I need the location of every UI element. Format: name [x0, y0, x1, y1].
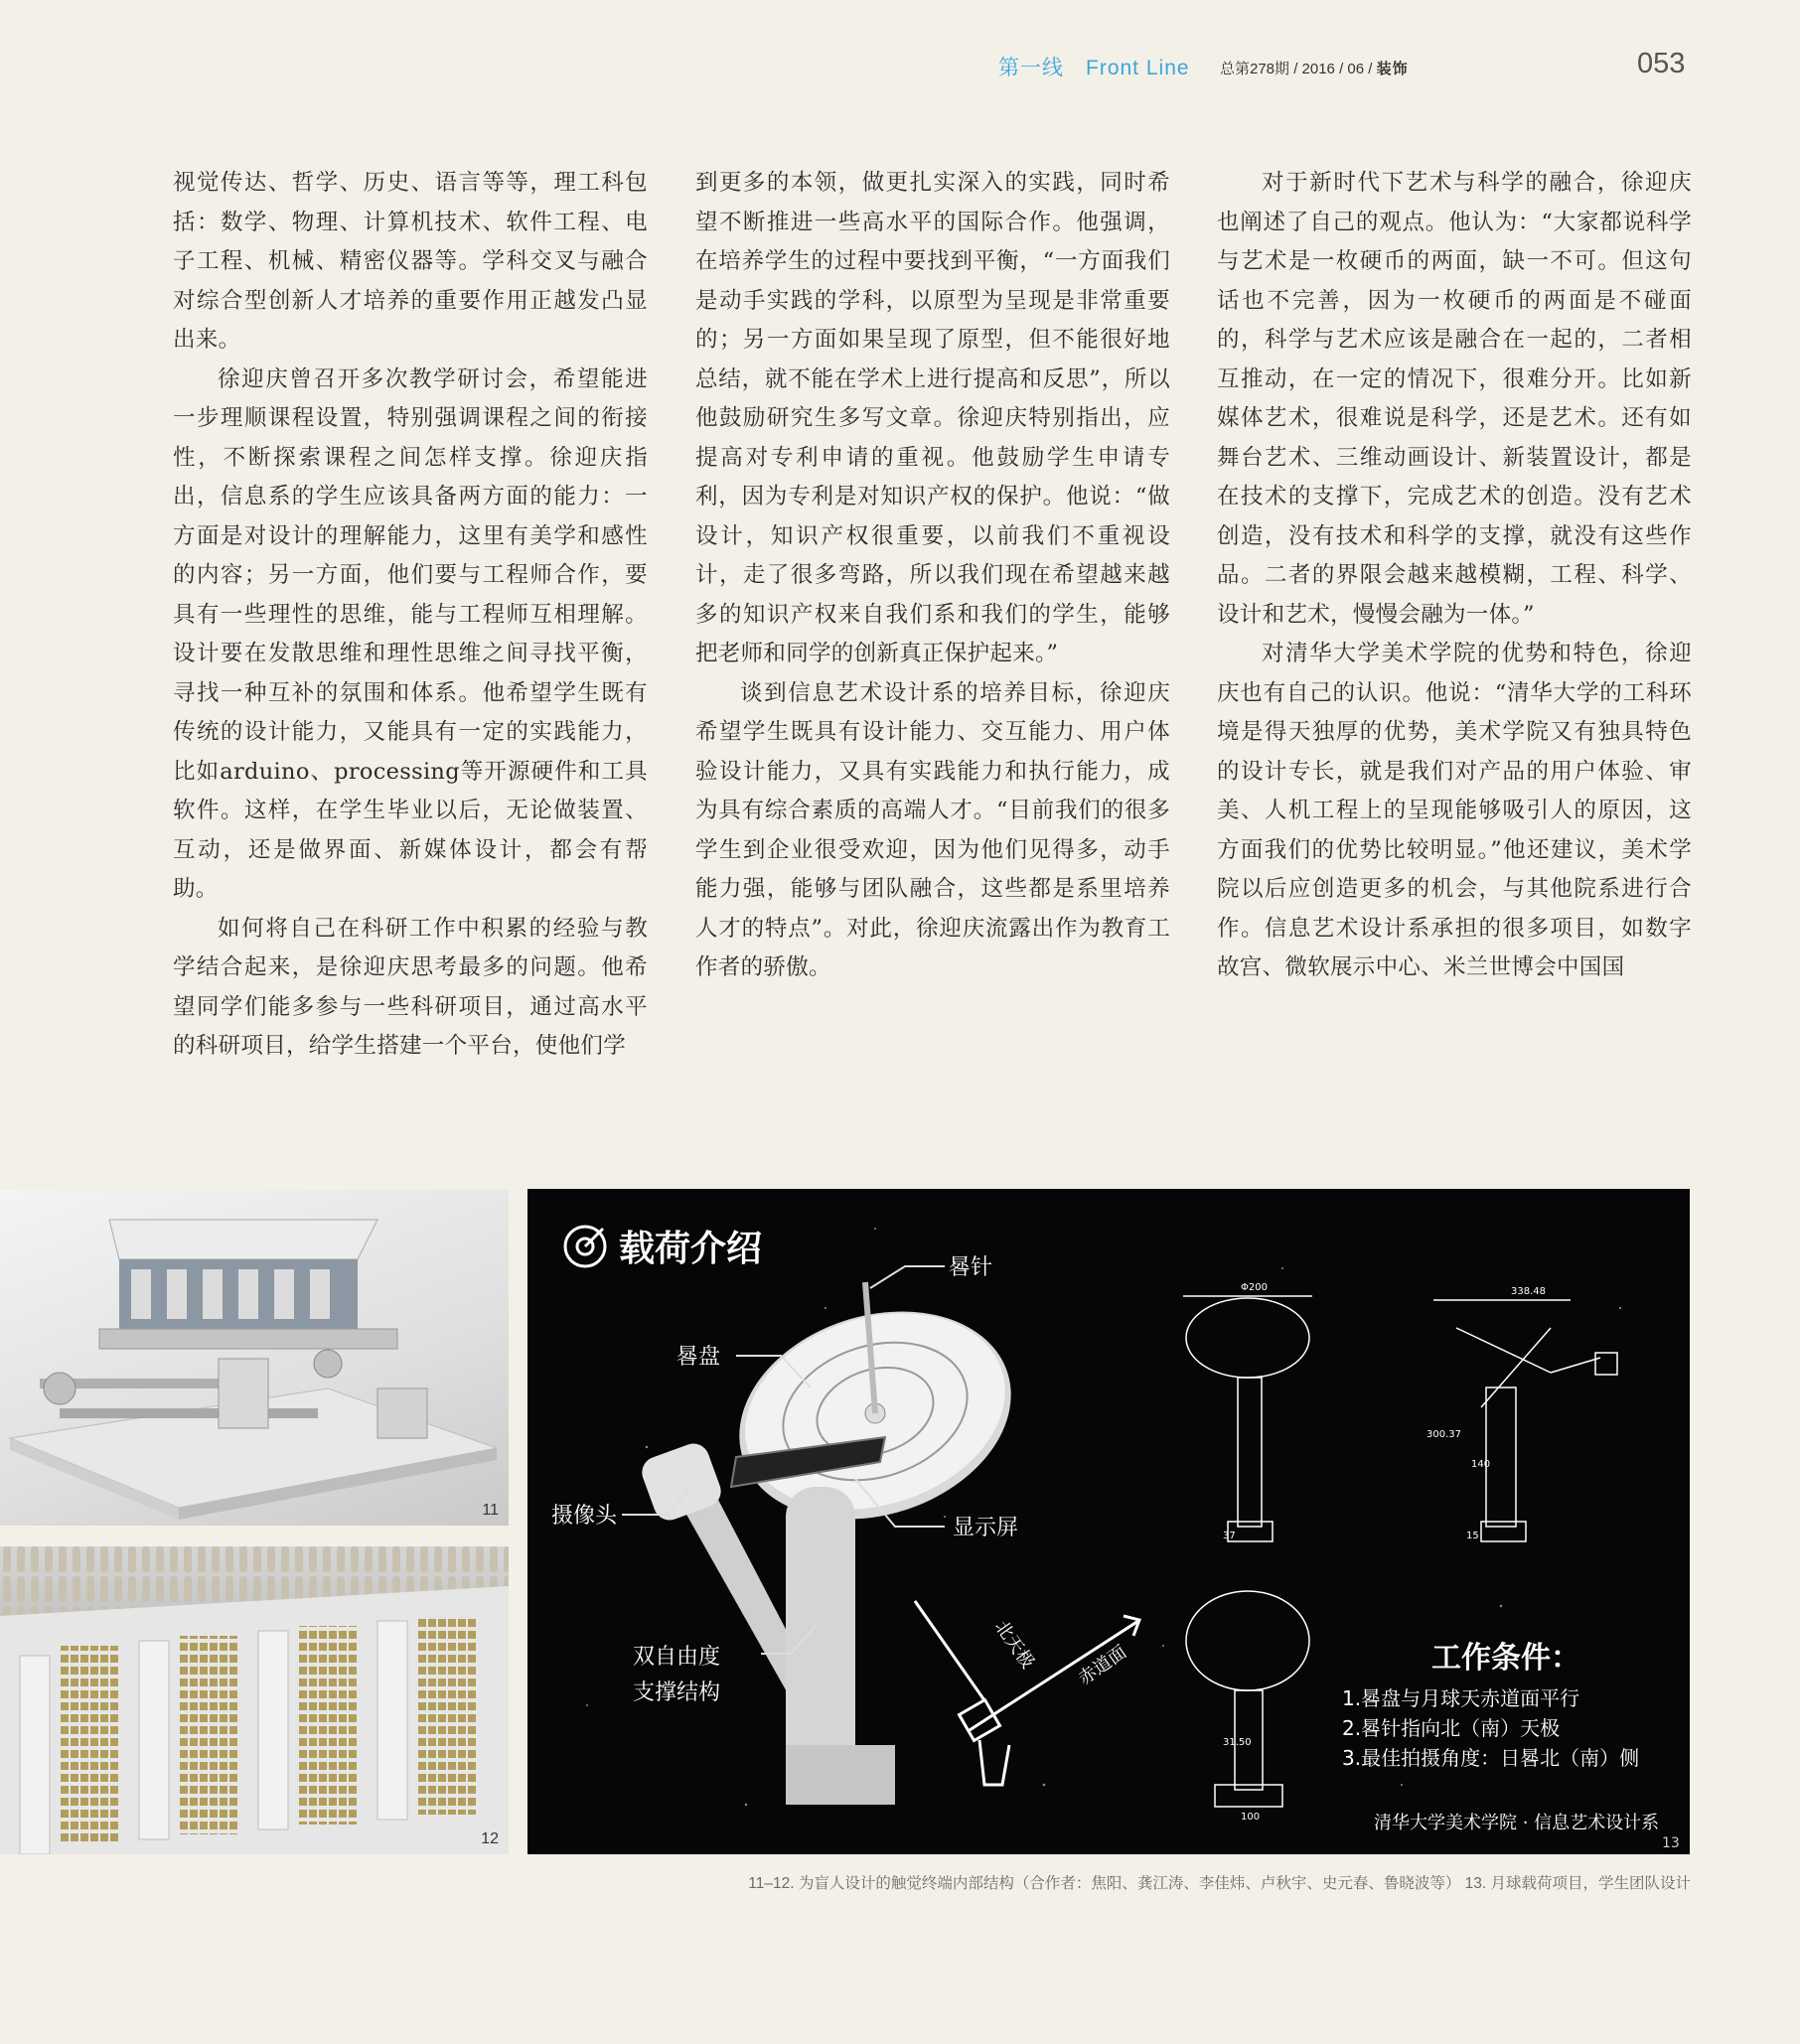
figure-12-pin-array [0, 1546, 509, 1854]
panel-footer: 清华大学美术学院 · 信息艺术设计系 [1374, 1813, 1660, 1833]
paragraph: 如何将自己在科研工作中积累的经验与教学结合起来，是徐迎庆思考最多的问题。他希望同学们能多参与一些科研项目，通过高水平的科研项目，给学生搭建一个平台，使他们学 [173, 915, 648, 1059]
figure-11-tactile-mechanism [0, 1190, 509, 1526]
text-column-3 [1217, 164, 1692, 988]
label-support-2: 支撑结构 [633, 1680, 721, 1705]
section-name-en: Front Line [1086, 57, 1190, 79]
magazine-name: 装饰 [1376, 61, 1409, 77]
mechanism-render [0, 1190, 509, 1526]
sundial-dish [712, 1278, 1038, 1553]
text-column-1 [173, 164, 648, 1067]
section-name-cn: 第一线 [998, 57, 1064, 79]
label-dial: 晷盘 [676, 1345, 721, 1370]
orientation-sketch [915, 1601, 1139, 1785]
condition-item: 3.最佳拍摄角度：日晷北（南）侧 [1342, 1746, 1640, 1770]
dimension-label: 338.48 [1511, 1286, 1546, 1297]
payload-diagram [527, 1189, 1690, 1854]
label-camera: 摄像头 [551, 1504, 618, 1529]
paragraph: 谈到信息艺术设计系的培养目标，徐迎庆希望学生既具有设计能力、交互能力、用户体验设计能力，又具有实践能力和执行能力，成为具有综合素质的高端人才。“目前我们的很多学生到企业很受欢迎，因为他们见得多，动手能力强，能够与团队融合，这些都是系里培养人才的特点”。对此，徐迎庆流露出作为教育工作者的骄傲。 [695, 679, 1170, 980]
text-column-2 [695, 164, 1170, 988]
conditions-title: 工作条件： [1431, 1641, 1580, 1676]
page-number: 053 [1637, 48, 1686, 79]
figure-number: 11 [482, 1502, 499, 1519]
figure-number: 13 [1662, 1835, 1680, 1851]
paragraph: 视觉传达、哲学、历史、语言等等，理工科包括：数学、物理、计算机技术、软件工程、电子工程、机械、精密仪器等。学科交叉与融合对综合型创新人才培养的重要作用正越发凸显出来。 [173, 170, 648, 353]
paragraph: 徐迎庆曾召开多次教学研讨会，希望能进一步理顺课程设置，特别强调课程之间的衔接性，不断探索课程之间怎样支撑。徐迎庆指出，信息系的学生应该具备两方面的能力：一方面是对设计的理解能力，这里有美学和感性的内容；另一方面，他们要与工程师合作，要具有一些理性的思维，能与工程师互相理解。设计要在发散思维和理性思维之间寻找平衡，寻找一种互补的氛围和体系。他希望学生既有传统的设计能力，又能具有一定的实践能力，比如arduino、processing等开源硬件和工具软件。这样，在学生毕业以后，无论做装置、互动，还是做界面、新媒体设计，都会有帮助。 [173, 365, 648, 902]
section-header [998, 52, 1212, 81]
paragraph: 到更多的本领，做更扎实深入的实践，同时希望不断推进一些高水平的国际合作。他强调，在培养学生的过程中要找到平衡，“一方面我们是动手实践的学科，以原型为呈现是非常重要的；另一方面如果呈现了原型，但不能很好地总结，就不能在学术上进行提高和反思”，所以他鼓励研究生多写文章。徐迎庆特别指出，应提高对专利申请的重视。他鼓励学生申请专利，因为专利是对知识产权的保护。他说：“做设计，知识产权很重要，以前我们不重视设计，走了很多弯路，所以我们现在希望越来越多的知识产权来自我们系和我们的学生，能够把老师和同学的创新真正保护起来。” [695, 170, 1170, 666]
dimension-label: Φ200 [1241, 1282, 1268, 1293]
issue-prefix: 总第278期 / 2016 / 06 / [1220, 61, 1373, 77]
paragraph: 对于新时代下艺术与科学的融合，徐迎庆也阐述了自己的观点。他认为：“大家都说科学与艺术是一枚硬币的两面，缺一不可。但这句话也不完善，因为一枚硬币的两面是不碰面的，科学与艺术应该是融合在一起的，二者相互推动，在一定的情况下，很难分开。比如新媒体艺术，很难说是科学，还是艺术。还有如舞台艺术、三维动画设计、新装置设计，都是在技术的支撑下，完成艺术的创造。没有艺术创造，没有技术和科学的支撑，就没有这些作品。二者的界限会越来越模糊，工程、科学、设计和艺术，慢慢会融为一体。” [1217, 170, 1692, 628]
label-gnomon: 晷针 [949, 1255, 993, 1280]
figure-number: 12 [481, 1830, 499, 1847]
dimension-label: 300.37 [1426, 1429, 1461, 1440]
figure-13-lunar-payload [527, 1189, 1690, 1854]
issue-info [1220, 58, 1409, 78]
dimension-label: 140 [1471, 1459, 1491, 1470]
satellite-icon [565, 1227, 605, 1266]
label-equator: 赤道面 [1074, 1641, 1131, 1690]
label-north-pole: 北天极 [989, 1616, 1039, 1674]
dimension-label: 15 [1466, 1531, 1479, 1541]
dimension-label: 100 [1241, 1812, 1261, 1823]
condition-item: 1.晷盘与月球天赤道面平行 [1342, 1686, 1580, 1710]
label-display: 显示屏 [953, 1516, 1019, 1540]
dimension-label: 31.50 [1223, 1737, 1252, 1748]
pin-array-render [0, 1546, 509, 1854]
panel-title: 载荷介绍 [619, 1229, 763, 1269]
condition-item: 2.晷针指向北（南）天极 [1342, 1716, 1561, 1740]
paragraph: 对清华大学美术学院的优势和特色，徐迎庆也有自己的认识。他说：“清华大学的工科环境是得天独厚的优势，美术学院又有独具特色的设计专长，就是我们对产品的用户体验、审美、人机工程上的呈现能够吸引人的原因，这方面我们的优势比较明显。”他还建议，美术学院以后应创造更多的机会，与其他院系进行合作。信息艺术设计系承担的很多项目，如数字故宫、微软展示中心、米兰世博会中国国 [1217, 641, 1692, 980]
label-support-1: 双自由度 [633, 1645, 721, 1670]
dimension-label: 37 [1223, 1531, 1236, 1541]
figure-caption: 11–12. 为盲人设计的触觉终端内部结构（合作者：焦阳、龚江涛、李佳炜、卢秋宇、史元春、鲁晓波等） 13. 月球载荷项目，学生团队设计 [748, 1875, 1691, 1892]
